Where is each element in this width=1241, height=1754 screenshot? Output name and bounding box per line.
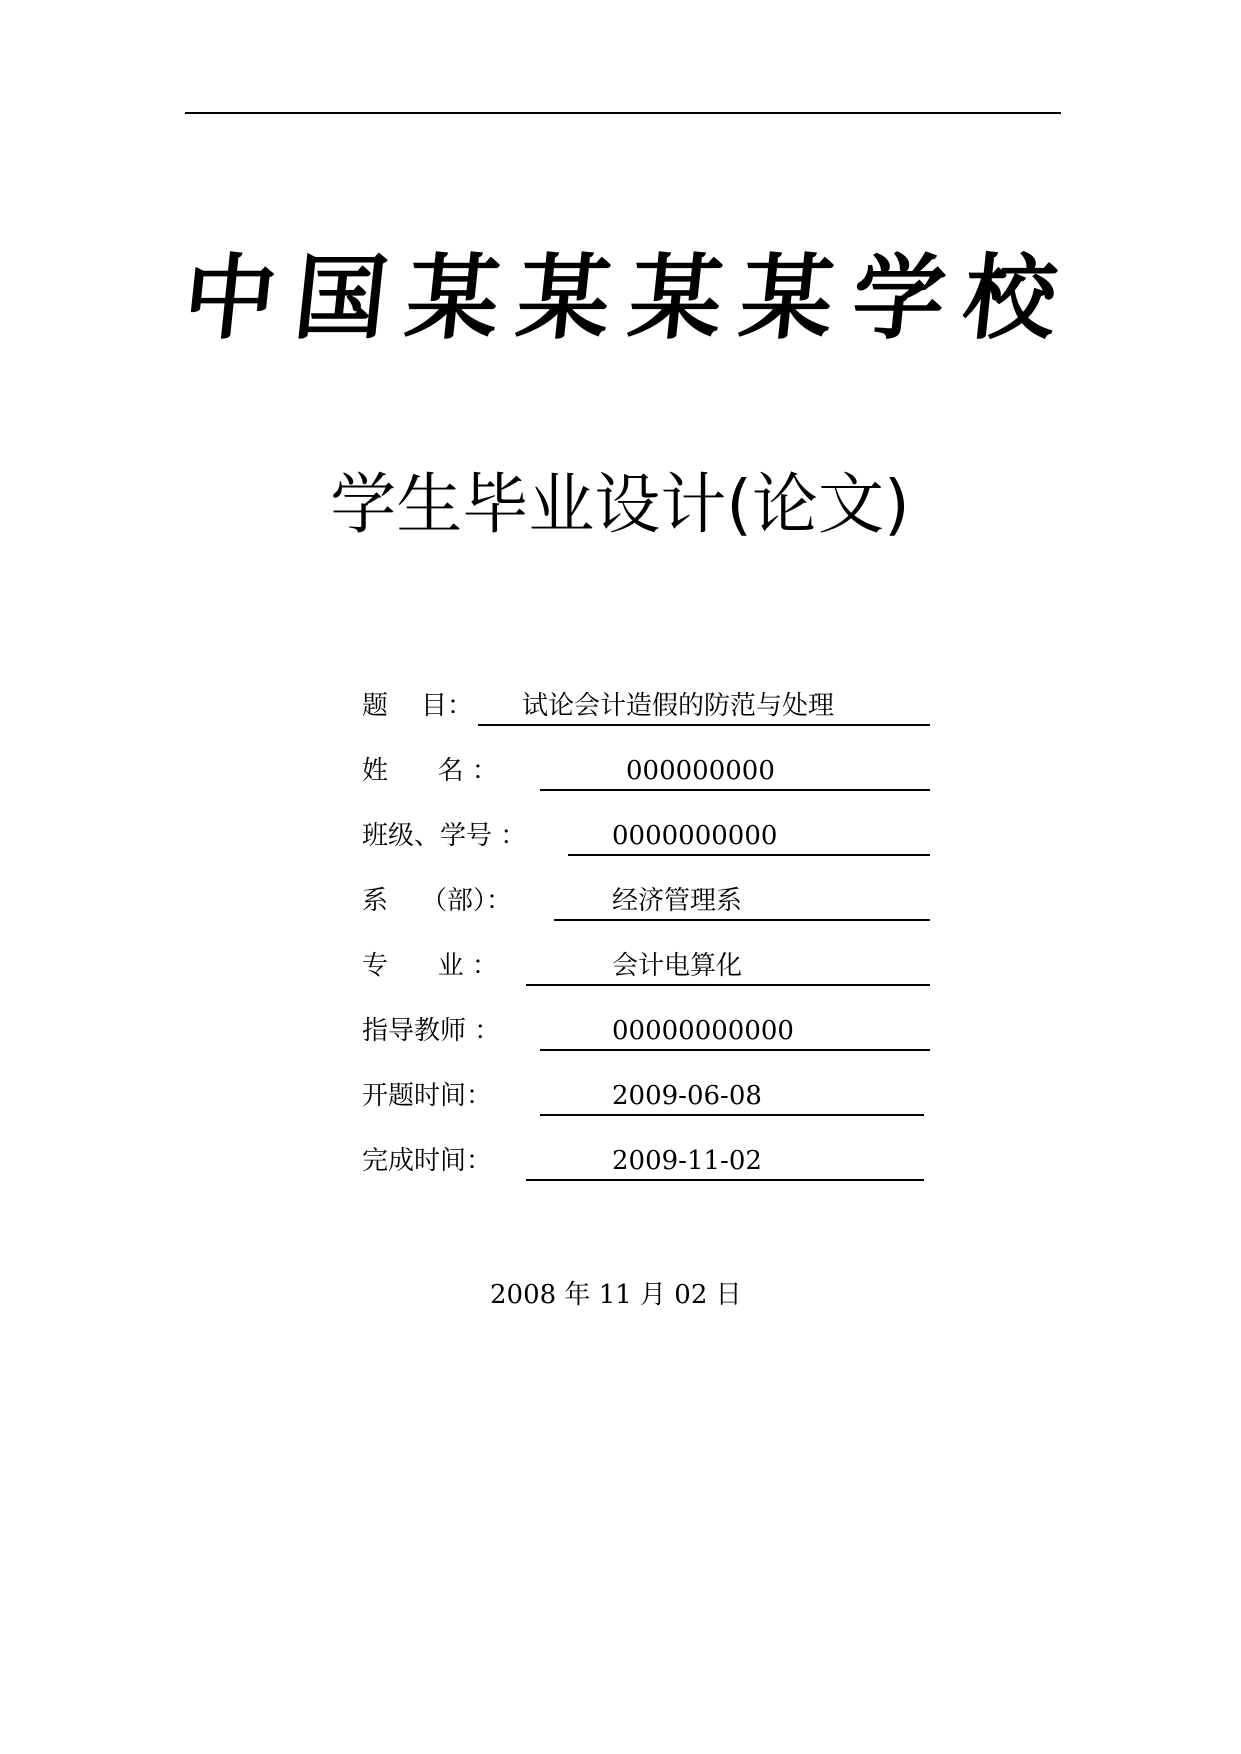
- field-underline: [526, 1141, 924, 1181]
- school-name: [180, 238, 1060, 358]
- field-name: [362, 751, 930, 791]
- field-underline: [540, 1076, 924, 1116]
- field-underline: [540, 1011, 930, 1051]
- school-name-char: 中: [178, 244, 282, 352]
- field-value: 会计电算化: [612, 951, 743, 981]
- field-major: [362, 946, 930, 986]
- field-value: 000000000: [626, 756, 775, 786]
- field-value: 经济管理系: [612, 886, 743, 916]
- field-label: 开题时间：: [362, 1081, 493, 1111]
- school-name-char: 国: [289, 244, 394, 352]
- school-name-char: 某: [735, 244, 839, 352]
- field-start-date: [362, 1076, 924, 1116]
- field-value: 2009-06-08: [612, 1081, 762, 1111]
- field-label: 指导教师 ：: [362, 1016, 501, 1046]
- field-label: 题 目：: [362, 691, 474, 721]
- field-underline: [554, 881, 930, 921]
- field-underline: [568, 816, 930, 856]
- completion-date: 2008 年 11 月 02 日: [490, 1280, 742, 1310]
- document-title: 学生毕业设计(论文): [330, 466, 910, 543]
- field-underline: [478, 686, 930, 726]
- field-topic: [362, 686, 930, 726]
- field-department: [362, 881, 930, 921]
- field-underline: [526, 946, 930, 986]
- field-label: 班级、学号 ：: [362, 821, 527, 851]
- field-value: 0000000000: [612, 821, 778, 851]
- field-class-id: [362, 816, 930, 856]
- school-name-char: 某: [512, 244, 616, 352]
- school-name-char: 学: [846, 244, 951, 352]
- field-value: 试论会计造假的防范与处理: [522, 691, 835, 721]
- school-name-char: 某: [401, 244, 505, 352]
- field-label: 姓 名 ：: [362, 756, 498, 786]
- field-value: 00000000000: [612, 1016, 794, 1046]
- field-value: 2009-11-02: [612, 1146, 762, 1176]
- top-rule: [185, 112, 1061, 114]
- field-end-date: [362, 1141, 924, 1181]
- field-advisor: [362, 1011, 930, 1051]
- field-label: 系 （部）：: [362, 886, 513, 916]
- field-underline: [540, 751, 930, 791]
- field-label: 专 业 ：: [362, 951, 498, 981]
- field-label: 完成时间：: [362, 1146, 493, 1176]
- school-name-char: 某: [623, 244, 728, 352]
- school-name-char: 校: [958, 244, 1062, 352]
